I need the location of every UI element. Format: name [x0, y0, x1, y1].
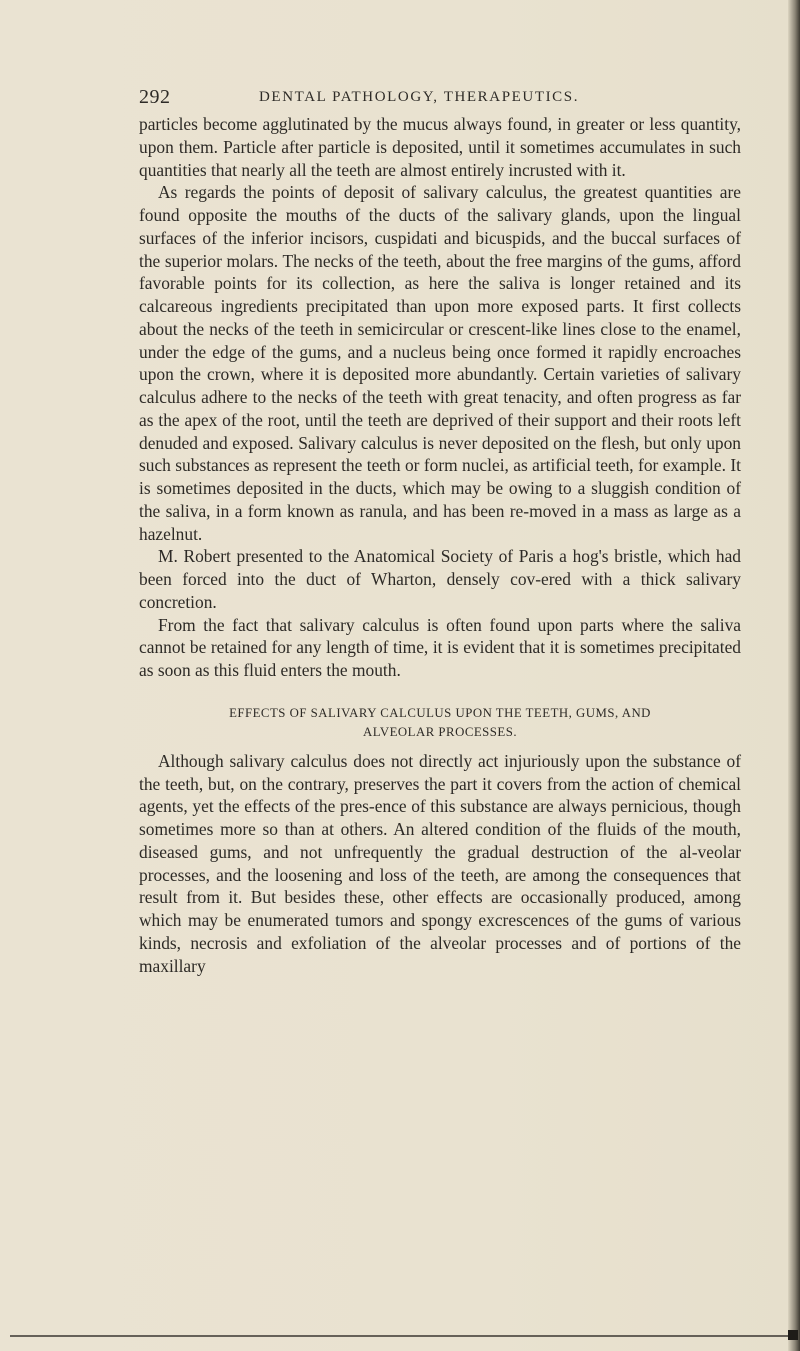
body-paragraph: Although salivary calculus does not directly act injuriously upon the substance of the teeth, but, on the contrary, preserves the part it covers from the action of chemical agents, yet the effects of the pres-ence of this substance are always pernicious, though sometimes more so than at others. An altered condition of the fluids of the mouth, diseased gums, and not unfrequently the gradual destruction of the al-veolar processes, and the loosening and loss of the teeth, are among the consequences that result from it. But besides these, other effects are occasionally produced, among which may be enumerated tumors and spongy excrescences of the gums of various kinds, necrosis and exfoliation of the alveolar processes and of portions of the maxillary [139, 750, 741, 976]
body-paragraph: particles become agglutinated by the mucus always found, in greater or less quantity, upon them. Particle after particle is deposited, until it sometimes accumulates in such quantities that nearly all the teeth are almost entirely incrusted with it. [139, 114, 741, 180]
body-paragraph: From the fact that salivary calculus is often found upon parts where the saliva cannot be retained for any length of time, it is evident that it is sometimes precipitated as soon as this fluid enters the mouth. [139, 614, 741, 680]
section-heading [139, 704, 741, 742]
page-body [139, 113, 741, 977]
body-paragraph: M. Robert presented to the Anatomical Society of Paris a hog's bristle, which had been forced into the duct of Wharton, densely cov-ered with a thick salivary concretion. [139, 546, 741, 612]
section-heading-line: EFFECTS OF SALIVARY CALCULUS UPON THE TEETH, GUMS, AND [229, 705, 651, 720]
corner-mark [788, 1330, 798, 1340]
page-header [139, 86, 699, 110]
section-heading-line: ALVEOLAR PROCESSES. [362, 724, 518, 739]
page-number: 292 [139, 86, 171, 108]
body-paragraph: As regards the points of deposit of salivary calculus, the greatest quantities are found opposite the mouths of the ducts of the salivary glands, upon the lingual surfaces of the inferior incisors, cuspidati and bicuspids, and the buccal surfaces of the superior molars. The necks of the teeth, about the free margins of the gums, afford favorable points for its collection, as here the saliva is longer retained and its calcareous ingredients precipitated than upon more exposed parts. It first collects about the necks of the teeth in semicircular or crescent-like lines close to the enamel, under the edge of the gums, and a nucleus being once formed it rapidly encroaches upon the crown, where it is deposited more abundantly. Certain varieties of salivary calculus adhere to the necks of the teeth with great tenacity, and often progress as far as the apex of the root, until the teeth are deprived of their support and their roots left denuded and exposed. Salivary calculus is never deposited on the flesh, but only upon such substances as represent the teeth or form nuclei, as artificial teeth, for example. It is sometimes deposited in the ducts, which may be owing to a sluggish condition of the saliva, in a form known as ranula, and has been re-moved in a mass as large as a hazelnut. [139, 182, 741, 544]
page-binding-edge [788, 0, 800, 1351]
running-head: DENTAL PATHOLOGY, THERAPEUTICS. [259, 89, 580, 105]
bottom-rule [10, 1335, 792, 1337]
